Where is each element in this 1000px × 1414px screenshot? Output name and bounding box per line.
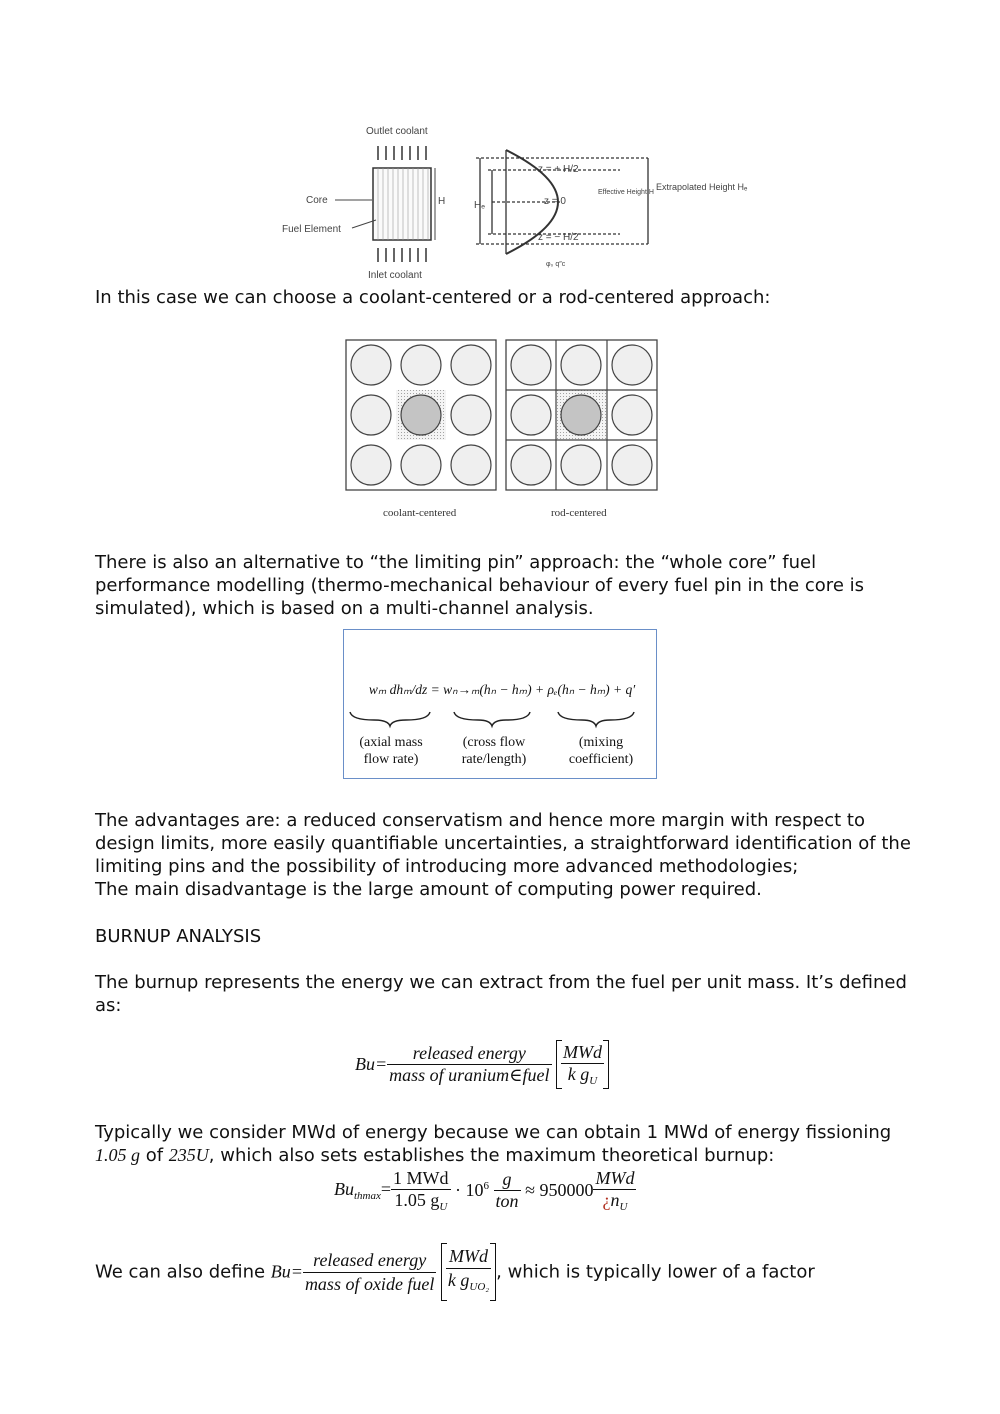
eq2-den1-sub: U [439,1201,448,1213]
eq2-den3-sub: U [619,1201,628,1213]
para6-math-mass: 1.05 g [95,1145,140,1165]
effective-height-label: Effective Height H [598,189,654,196]
rod-centered-caption: rod-centered [551,507,607,519]
max-burnup-equation [334,1168,636,1213]
eq2-lhs: Bu [334,1179,354,1199]
eq1-denominator: mass of uranium∈fuel [389,1065,550,1085]
central-rod-2 [561,395,601,435]
z-bot-label: z = − H/2 [538,232,579,243]
brace-label-cross: (cross flow rate/length) [461,735,527,767]
core-box [373,168,431,240]
eq2-den2: ton [495,1191,519,1211]
extrapolated-height-label: Extrapolated Height Hₑ [656,182,748,192]
eq3-unit-den: k g [447,1270,470,1290]
eq2-mult: · 10 [455,1180,484,1200]
section-heading-burnup: BURNUP ANALYSIS [95,926,262,947]
rod-centered-diagram [506,340,657,490]
burnup-equation [355,1040,609,1089]
eq3-unit-num: MWd [446,1245,491,1269]
para6-text-b: of [140,1145,169,1166]
brace-label-axial: (axial mass flow rate) [359,735,423,767]
eq2-exponent: 6 [483,1180,490,1192]
oxide-burnup-equation [271,1243,496,1301]
multichannel-equation: wₘ dhₘ/dz = wₙ→ₘ(hₙ − hₘ) + ρₑ(hₙ − hₘ) + q′ [368,682,636,697]
eq2-num3: MWd [595,1168,635,1188]
eq2-num1: 1 MWd [393,1168,449,1188]
subchannel-figure [340,335,665,525]
core-height-label: H [438,196,446,207]
coolant-centered-diagram [346,340,496,490]
axis-label: φ₀ q″c [546,261,566,268]
eq3-lhs: Bu= [270,1261,303,1282]
paragraph-approach: In this case we can choose a coolant-centered or a rod-centered approach: [95,287,771,308]
eq2-den3: n [610,1190,620,1210]
multichannel-equation-box [343,629,657,779]
eq1-unit-sub: U [589,1075,598,1087]
eq3-numerator: released energy [303,1249,436,1273]
brace-label-mixing: (mixing coefficient) [568,735,634,767]
paragraph-advantages: The advantages are: a reduced conservatism and hence more margin with respect to design limits, more easily quantifiable uncertainties, a straightforward identification of the limiting pins and the possibility of introducing more advanced methodologies; [95,810,911,877]
para6-text-c: , which also sets establishes the maximum theoretical burnup: [208,1145,775,1166]
paragraph-oxide-burnup [95,1243,915,1301]
he-label: Hₑ [474,200,485,211]
core-flux-figure [280,120,748,285]
eq2-den1: 1.05 g [394,1190,440,1210]
coolant-centered-caption: coolant-centered [383,507,457,519]
eq3-unit-sub: UO₂ [469,1281,490,1293]
z-mid-label: z = 0 [544,196,566,207]
eq2-approx-value: ≈ 950000 [525,1180,594,1200]
z-top-label: z = + H/2 [538,164,579,175]
eq1-numerator: released energy [387,1043,551,1065]
paragraph-burnup-definition: The burnup represents the energy we can extract from the fuel per unit mass. It’s defined as: [95,972,907,1016]
paragraph-mwd [95,1121,915,1167]
eq3-denominator: mass of oxide fuel [304,1273,435,1294]
inlet-coolant-label: Inlet coolant [368,270,422,281]
fuel-element-label: Fuel Element [282,224,341,235]
outlet-coolant-label: Outlet coolant [366,126,428,137]
central-rod [401,395,441,435]
para6-math-u235: 235U [168,1145,209,1165]
para7-text-b: , which is typically lower of a factor [496,1261,815,1283]
eq2-num2: g [494,1169,521,1191]
outlet-arrows [378,146,426,160]
paragraph-whole-core: There is also an alternative to “the limiting pin” approach: the “whole core” fuel performance modelling (thermo-mechanical behaviour of every fuel pin in the core is simulated), which is based on a multi-channel analysis. [95,552,864,619]
eq1-unit-num: MWd [563,1042,602,1062]
inlet-arrows [378,248,426,262]
eq2-equals: = [380,1179,392,1199]
para6-text-a: Typically we consider MWd of energy because we can obtain 1 MWd of energy fissioning [95,1122,892,1143]
eq1-lhs: Bu= [355,1054,388,1074]
para7-text-a: We can also define [95,1261,271,1283]
underbraces [344,708,658,728]
eq2-lhs-sub: thmax [354,1190,381,1202]
paragraph-disadvantage: The main disadvantage is the large amount of computing power required. [95,879,762,900]
core-label: Core [306,195,328,206]
eq2-den3-glyph: ¿ [602,1190,611,1210]
eq1-unit-den: k g [567,1064,590,1084]
